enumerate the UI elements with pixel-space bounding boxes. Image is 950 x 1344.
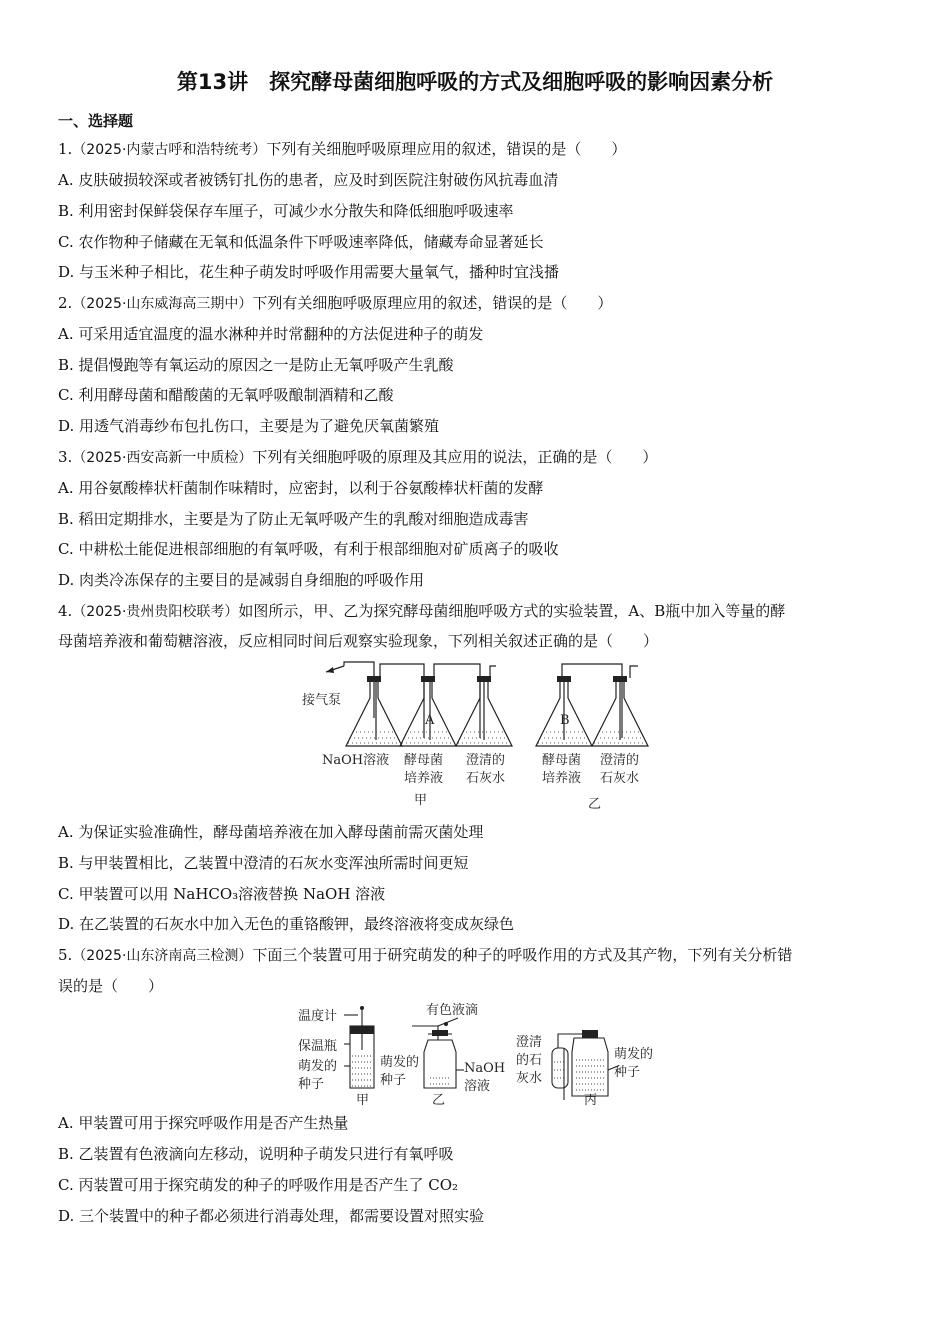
option-d: D. 在乙装置的石灰水中加入无色的重铬酸钾，最终溶液将变成灰绿色 (58, 915, 515, 933)
option-c: C. 甲装置可以用 NaHCO₃溶液替换 NaOH 溶液 (58, 885, 386, 903)
question-number: 2. (58, 294, 73, 312)
option-a: A. 皮肤破损较深或者被锈钉扎伤的患者，应及时到医院注射破伤风抗毒血清 (58, 171, 559, 189)
page-title: 第13讲 探究酵母菌细胞呼吸的方式及细胞呼吸的影响因素分析 (176, 70, 774, 94)
question-number: 3. (58, 448, 73, 466)
thermos-label: 保温瓶 (298, 1039, 338, 1054)
question-5-stem-cont: 误的是（ ） (58, 977, 164, 995)
question-number: 4. (58, 602, 73, 620)
seed-respiration-figure (296, 1000, 666, 1106)
flask-a-label: A (425, 713, 435, 728)
option-d: D. 肉类冷冻保存的主要目的是减弱自身细胞的呼吸作用 (58, 571, 425, 589)
question-4-stem (58, 601, 898, 622)
figure-yi-label: 乙 (432, 1093, 446, 1106)
limewater-label-2: 石灰水 (600, 771, 640, 786)
option-d: D. 与玉米种子相比，花生种子萌发时呼吸作用需要大量氧气，播种时宜浅播 (58, 263, 560, 281)
question-text: 下列有关细胞呼吸原理应用的叙述，错误的是（ ） (266, 140, 627, 158)
question-text: 下面三个装置可用于研究萌发的种子的呼吸作用的方式及其产物，下列有关分析错 (252, 946, 793, 964)
limewater-label-3: 灰水 (516, 1071, 543, 1086)
question-1-stem (58, 139, 898, 160)
yeast-label-2: 培养液 (404, 771, 444, 786)
option-b: B. 提倡慢跑等有氧运动的原因之一是防止无氧呼吸产生乳酸 (58, 356, 454, 374)
option-c: C. 农作物种子储藏在无氧和低温条件下呼吸速率降低，储藏寿命显著延长 (58, 233, 544, 251)
question-3-stem (58, 447, 898, 468)
option-b: B. 利用密封保鲜袋保存车厘子，可减少水分散失和降低细胞呼吸速率 (58, 202, 514, 220)
option-a: A. 用谷氨酸棒状杆菌制作味精时，应密封，以利于谷氨酸棒状杆菌的发酵 (58, 479, 544, 497)
question-source: （2025·内蒙古呼和浩特统考） (72, 142, 267, 158)
option-b: B. 乙装置有色液滴向左移动，说明种子萌发只进行有氧呼吸 (58, 1145, 454, 1163)
flask-b-label: B (560, 713, 570, 728)
question-source: （2025·山东威海高三期中） (72, 296, 253, 312)
naoh-label-2: 溶液 (464, 1079, 491, 1094)
set-jia-label: 甲 (414, 793, 428, 808)
option-a: A. 甲装置可用于探究呼吸作用是否产生热量 (58, 1114, 349, 1132)
section-heading: 一、选择题 (58, 112, 134, 130)
option-a: A. 为保证实验准确性，酵母菌培养液在加入酵母菌前需灭菌处理 (58, 823, 484, 841)
seeds-label-1: 萌发的 (380, 1055, 420, 1070)
yeast-apparatus-figure (296, 658, 656, 810)
question-text: 下列有关细胞呼吸的原理及其应用的说法，正确的是（ ） (252, 448, 658, 466)
seeds-label-2: 种子 (298, 1077, 325, 1092)
yeast-label-1: 酵母菌 (404, 753, 444, 768)
option-c: C. 中耕松土能促进根部细胞的有氧呼吸，有利于根部细胞对矿质离子的吸收 (58, 540, 559, 558)
seeds-label-2: 种子 (380, 1073, 407, 1088)
question-number: 1. (58, 140, 73, 158)
limewater-label-2: 石灰水 (466, 771, 506, 786)
naoh-label-1: NaOH (464, 1061, 506, 1076)
question-number: 5. (58, 946, 73, 964)
option-b: B. 与甲装置相比，乙装置中澄清的石灰水变浑浊所需时间更短 (58, 854, 469, 872)
pump-label: 接气泵 (302, 693, 342, 708)
yeast-label-1: 酵母菌 (542, 753, 582, 768)
question-source: （2025·山东济南高三检测） (72, 948, 253, 964)
question-text: 下列有关细胞呼吸原理应用的叙述，错误的是（ ） (252, 294, 613, 312)
naoh-label: NaOH溶液 (322, 753, 390, 768)
limewater-label-1: 澄清 (516, 1035, 543, 1050)
limewater-label-1: 澄清的 (466, 753, 506, 768)
option-c: C. 利用酵母菌和醋酸菌的无氧呼吸酿制酒精和乙酸 (58, 386, 394, 404)
question-4-stem-cont: 母菌培养液和葡萄糖溶液，反应相同时间后观察实验现象，下列相关叙述正确的是（ ） (58, 632, 659, 650)
yeast-label-2: 培养液 (542, 771, 582, 786)
limewater-label-1: 澄清的 (600, 753, 640, 768)
question-source: （2025·西安高新一中质检） (72, 450, 253, 466)
set-yi-label: 乙 (588, 797, 602, 810)
thermometer-label: 温度计 (298, 1009, 338, 1024)
question-5-stem (58, 945, 898, 966)
limewater-label-2: 的石 (516, 1053, 543, 1068)
seeds-label-1: 萌发的 (614, 1047, 654, 1062)
option-d: D. 三个装置中的种子都必须进行消毒处理，都需要设置对照实验 (58, 1207, 485, 1225)
option-a: A. 可采用适宜温度的温水淋种并时常翻种的方法促进种子的萌发 (58, 325, 484, 343)
seeds-label-1: 萌发的 (298, 1059, 338, 1074)
colored-drop-label: 有色液滴 (426, 1003, 479, 1018)
option-c: C. 丙装置可用于探究萌发的种子的呼吸作用是否产生了 CO₂ (58, 1176, 459, 1194)
question-text: 如图所示，甲、乙为探究酵母菌细胞呼吸方式的实验装置，A、B瓶中加入等量的酵 (238, 602, 786, 620)
figure-bing-label: 丙 (584, 1093, 598, 1106)
option-b: B. 稻田定期排水，主要是为了防止无氧呼吸产生的乳酸对细胞造成毒害 (58, 510, 529, 528)
option-d: D. 用透气消毒纱布包扎伤口，主要是为了避免厌氧菌繁殖 (58, 417, 440, 435)
figure-jia-label: 甲 (356, 1093, 370, 1106)
question-2-stem (58, 293, 898, 314)
seeds-label-2: 种子 (614, 1065, 641, 1080)
question-source: （2025·贵州贵阳校联考） (72, 604, 239, 620)
